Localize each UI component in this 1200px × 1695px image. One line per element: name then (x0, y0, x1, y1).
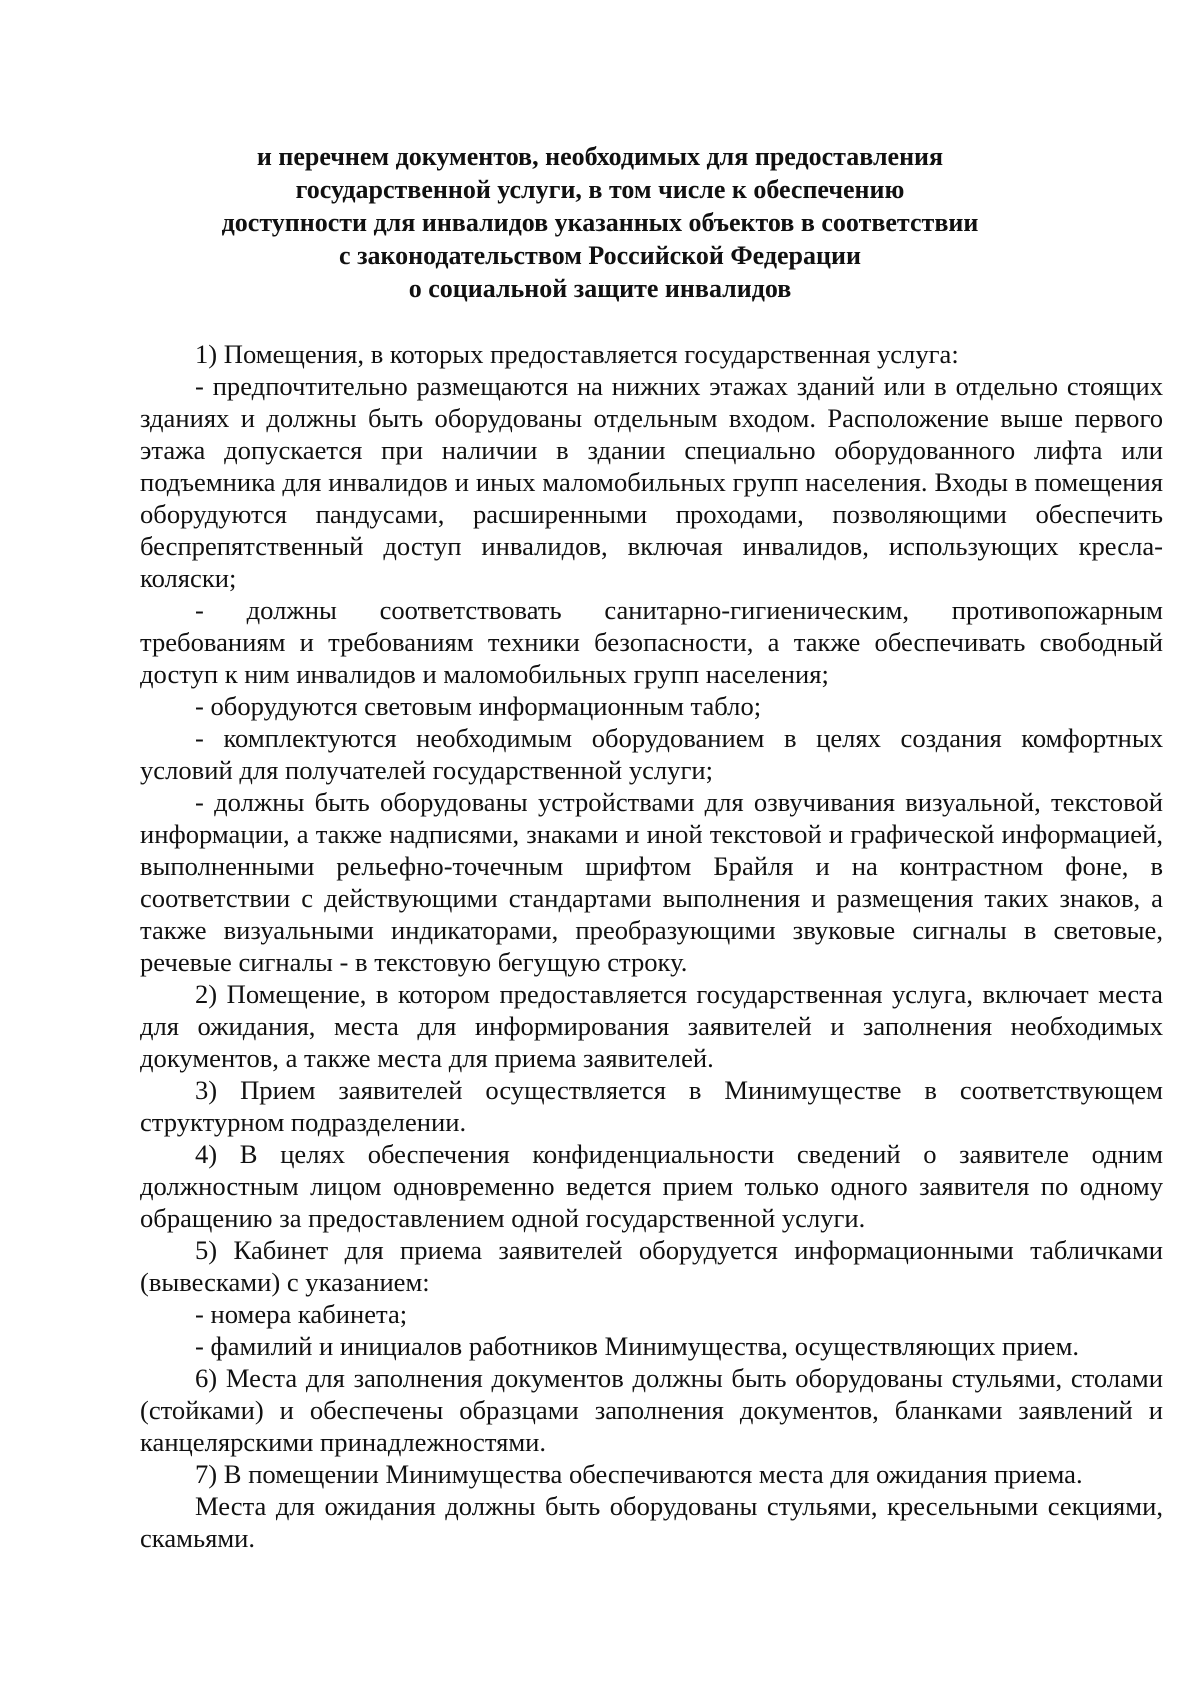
paragraph-location-requirements: - предпочтительно размещаются на нижних этажах зданий или в отдельно стоящих зданиях и должны быть оборудованы отдельным входом. Расположение выше первого этажа допускается при наличии в здании специально оборудованного лифта или подъемника для инвалидов и иных маломобильных групп населения. Входы в помещения оборудуются пандусами, расширенными проходами, позволяющими обеспечить беспрепятственный доступ инвалидов, включая инвалидов, использующих кресла-коляски; (140, 371, 1163, 593)
paragraph-2-premises: 2) Помещение, в котором предоставляется государственная услуга, включает места для ожидания, места для информирования заявителей и заполнения необходимых документов, а также места для приема заявителей. (140, 979, 1163, 1073)
paragraph-4-confidentiality: 4) В целях обеспечения конфиденциальности сведений о заявителе одним должностным лицом одновременно ведется прием только одного заявителя по одному обращению за предоставлением одной государственной услуги. (140, 1139, 1163, 1233)
paragraph-5-office-signs: 5) Кабинет для приема заявителей оборудуется информационными табличками (вывесками) с указанием: (140, 1235, 1163, 1297)
section-heading (0, 140, 1200, 305)
paragraph-sanitary-requirements: - должны соответствовать санитарно-гигиеническим, противопожарным требованиям и требованиям техники безопасности, а также обеспечивать свободный доступ к ним инвалидов и маломобильных групп населения; (140, 595, 1163, 689)
document-body (140, 338, 1163, 1554)
paragraph-accessibility-devices: - должны быть оборудованы устройствами для озвучивания визуальной, текстовой информации, а также надписями, знаками и иной текстовой и графической информацией, выполненными рельефно-точечным шрифтом Брайля и на контрастном фоне, в соответствии с действующими стандартами выполнения и размещения таких знаков, а также визуальными индикаторами, преобразующими звуковые сигналы в световые, речевые сигналы - в текстовую бегущую строку. (140, 787, 1163, 977)
heading-line: государственной услуги, в том числе к обеспечению (295, 175, 905, 204)
heading-line: доступности для инвалидов указанных объектов в соответствии (221, 208, 979, 237)
paragraph-info-board: - оборудуются световым информационным табло; (195, 691, 762, 721)
paragraph-equipment: - комплектуются необходимым оборудованием в целях создания комфортных условий для получателей государственной услуги; (140, 723, 1163, 785)
paragraph-7-waiting-places: 7) В помещении Минимущества обеспечиваются места для ожидания приема. (195, 1459, 1083, 1489)
paragraph-6-filling-places: 6) Места для заполнения документов должны быть оборудованы стульями, столами (стойками) и обеспечены образцами заполнения документов, бланками заявлений и канцелярскими принадлежностями. (140, 1363, 1163, 1457)
heading-line: с законодательством Российской Федерации (339, 241, 861, 270)
paragraph-office-number: - номера кабинета; (195, 1299, 408, 1329)
paragraph-staff-names: - фамилий и инициалов работников Минимущества, осуществляющих прием. (195, 1331, 1080, 1361)
paragraph-1-intro: 1) Помещения, в которых предоставляется государственная услуга: (195, 339, 959, 369)
paragraph-waiting-furniture: Места для ожидания должны быть оборудованы стульями, кресельными секциями, скамьями. (140, 1491, 1163, 1553)
paragraph-3-reception: 3) Прием заявителей осуществляется в Минимуществе в соответствующем структурном подразделении. (140, 1075, 1163, 1137)
heading-line: о социальной защите инвалидов (408, 274, 792, 303)
heading-line: и перечнем документов, необходимых для предоставления (256, 142, 944, 171)
